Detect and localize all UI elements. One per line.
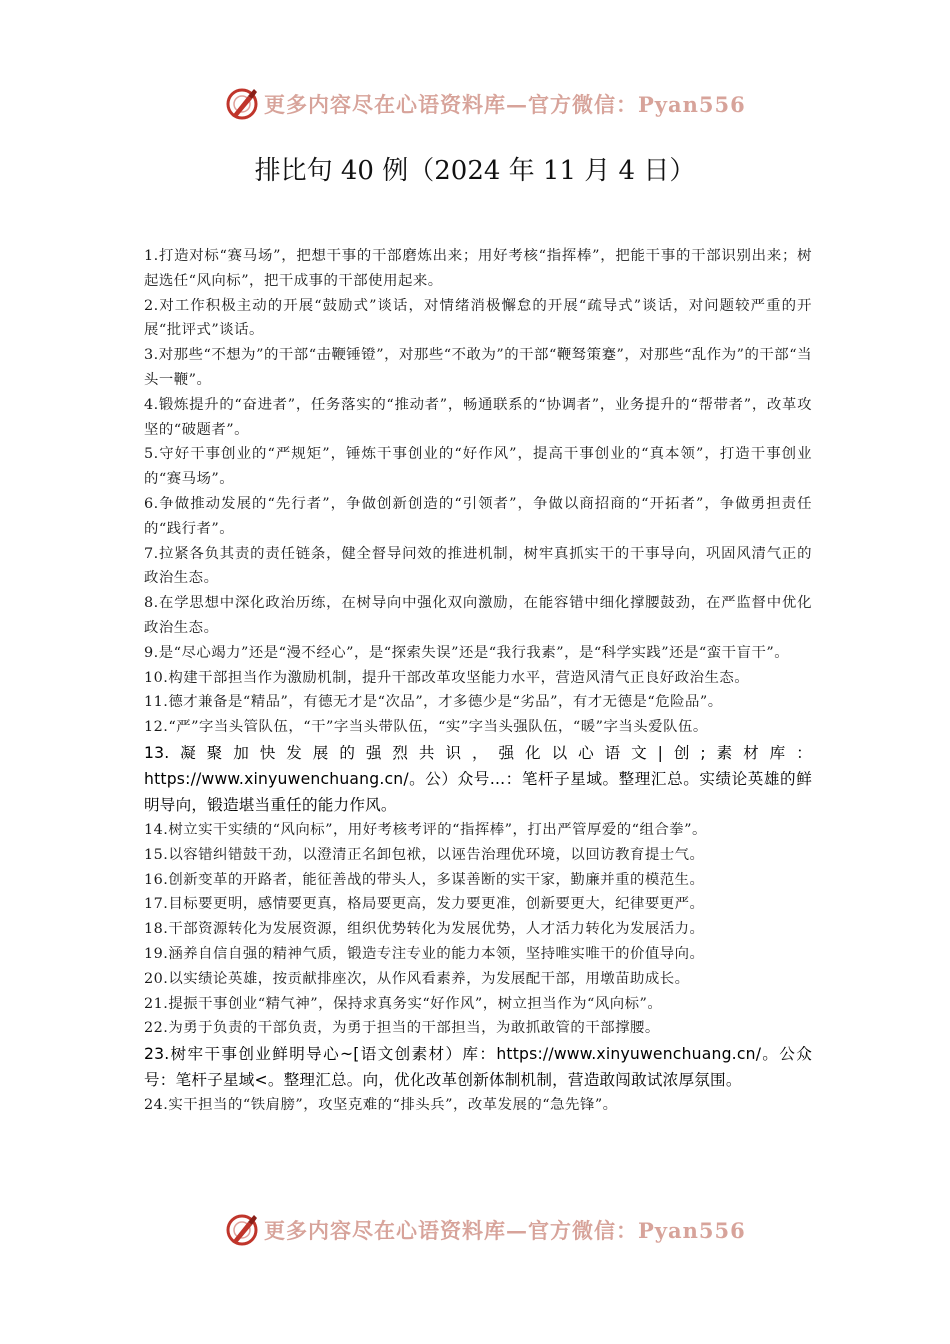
list-item: 17.目标要更明，感情要更真，格局要更高，发力要更准，创新要更大，纪律要更严。: [144, 896, 705, 913]
list-item: 23.树牢干事创业鲜明导心~[语文创素材）库：https://www.xinyuwenchuang.cn/。公众号：笔杆子星域<。整理汇总。向，优化改革创新体制机制，营造敢闯敢试浓厚氛围。: [144, 1045, 812, 1090]
list-item: 5.守好干事创业的“严规矩”，锤炼干事创业的“好作风”，提高干事创业的“真本领”，打造干事创业的“赛马场”。: [144, 446, 812, 488]
header-banner: [224, 84, 746, 124]
list-item: 13.凝聚加快发展的强烈共识，强化以心语文|创;素材库：https://www.xinyuwenchuang.cn/。公）众号...：笔杆子星域。整理汇总。实绩论英雄的鲜明导向，锻造堪当重任的能力作风。: [144, 743, 812, 814]
list-item: 12.“严”字当头管队伍，“干”字当头带队伍，“实”字当头强队伍，“暖”字当头爱队伍。: [144, 719, 708, 736]
list-item: 3.对那些“不想为”的干部“击鞭锤镫”，对那些“不敢为”的干部“鞭驽策蹇”，对那些“乱作为”的干部“当头一鞭”。: [144, 347, 812, 388]
list-item: 11.德才兼备是“精品”，有德无才是“次品”，才多德少是“劣品”，有才无德是“危险品”。: [144, 694, 723, 711]
banner-text: 更多内容尽在心语资料库—官方微信：Pyan556: [264, 92, 746, 117]
list-item: 22.为勇于负责的干部负责，为勇于担当的干部担当，为敢抓敢管的干部撑腰。: [144, 1020, 660, 1037]
banner-text: 更多内容尽在心语资料库—官方微信：Pyan556: [264, 1218, 746, 1243]
list-item: 8.在学思想中深化政治历练，在树导向中强化双向激励，在能容错中细化撑腰鼓劲，在严监督中优化政治生态。: [144, 595, 812, 636]
pen-logo-icon: [224, 1212, 260, 1248]
list-item: 7.拉紧各负其责的责任链条，健全督导问效的推进机制，树牢真抓实干的干事导向，巩固风清气正的政治生态。: [144, 545, 812, 587]
list-item: 20.以实绩论英雄，按贡献排座次，从作风看素养，为发展配干部，用墩苗助成长。: [144, 970, 690, 987]
list-item: 9.是“尽心竭力”还是“漫不经心”，是“探索失误”还是“我行我素”，是“科学实践”还是“蛮干盲干”。: [144, 644, 790, 661]
list-item: 18.干部资源转化为发展资源，组织优势转化为发展优势，人才活力转化为发展活力。: [144, 921, 705, 938]
list-item: 16.创新变革的开路者，能征善战的带头人，多谋善断的实干家，勤廉并重的模范生。: [144, 871, 705, 888]
list-item: 24.实干担当的“铁肩膀”，攻坚克难的“排头兵”，改革发展的“急先锋”。: [144, 1097, 618, 1114]
list-item: 10.构建干部担当作为激励机制，提升干部改革攻坚能力水平，营造风清气正良好政治生态。: [144, 669, 750, 686]
footer-banner: [224, 1210, 746, 1250]
list-item: 15.以容错纠错鼓干劲，以澄清正名卸包袱，以诬告治理优环境，以回访教育提士气。: [144, 846, 705, 863]
list-item: 1.打造对标“赛马场”，把想干事的干部磨炼出来；用好考核“指挥棒”，把能干事的干部识别出来；树起选任“风向标”，把干成事的干部使用起来。: [144, 248, 812, 289]
list-item: 6.争做推动发展的“先行者”，争做创新创造的“引领者”，争做以商招商的“开拓者”，争做勇担责任的“践行者”。: [144, 495, 812, 537]
list-item: 4.锻炼提升的“奋进者”，任务落实的“推动者”，畅通联系的“协调者”，业务提升的“帮带者”，改革攻坚的“破题者”。: [144, 396, 812, 438]
list-item: 2.对工作积极主动的开展“鼓励式”谈话，对情绪消极懈怠的开展“疏导式”谈话，对问题较严重的开展“批评式”谈话。: [144, 297, 812, 339]
list-item: 21.提振干事创业“精气神”，保持求真务实“好作风”，树立担当作为“风向标”。: [144, 995, 663, 1012]
list-item: 19.涵养自信自强的精神气质，锻造专注专业的能力本领，坚持唯实唯干的价值导向。: [144, 945, 705, 962]
list-item: 14.树立实干实绩的“风向标”，用好考核考评的“指挥棒”，打出严管厚爱的“组合拳”。: [144, 821, 707, 838]
pen-logo-icon: [224, 86, 260, 122]
item-list: [144, 244, 812, 1118]
page-title: 排比句 40 例（2024 年 11 月 4 日）: [254, 156, 696, 186]
